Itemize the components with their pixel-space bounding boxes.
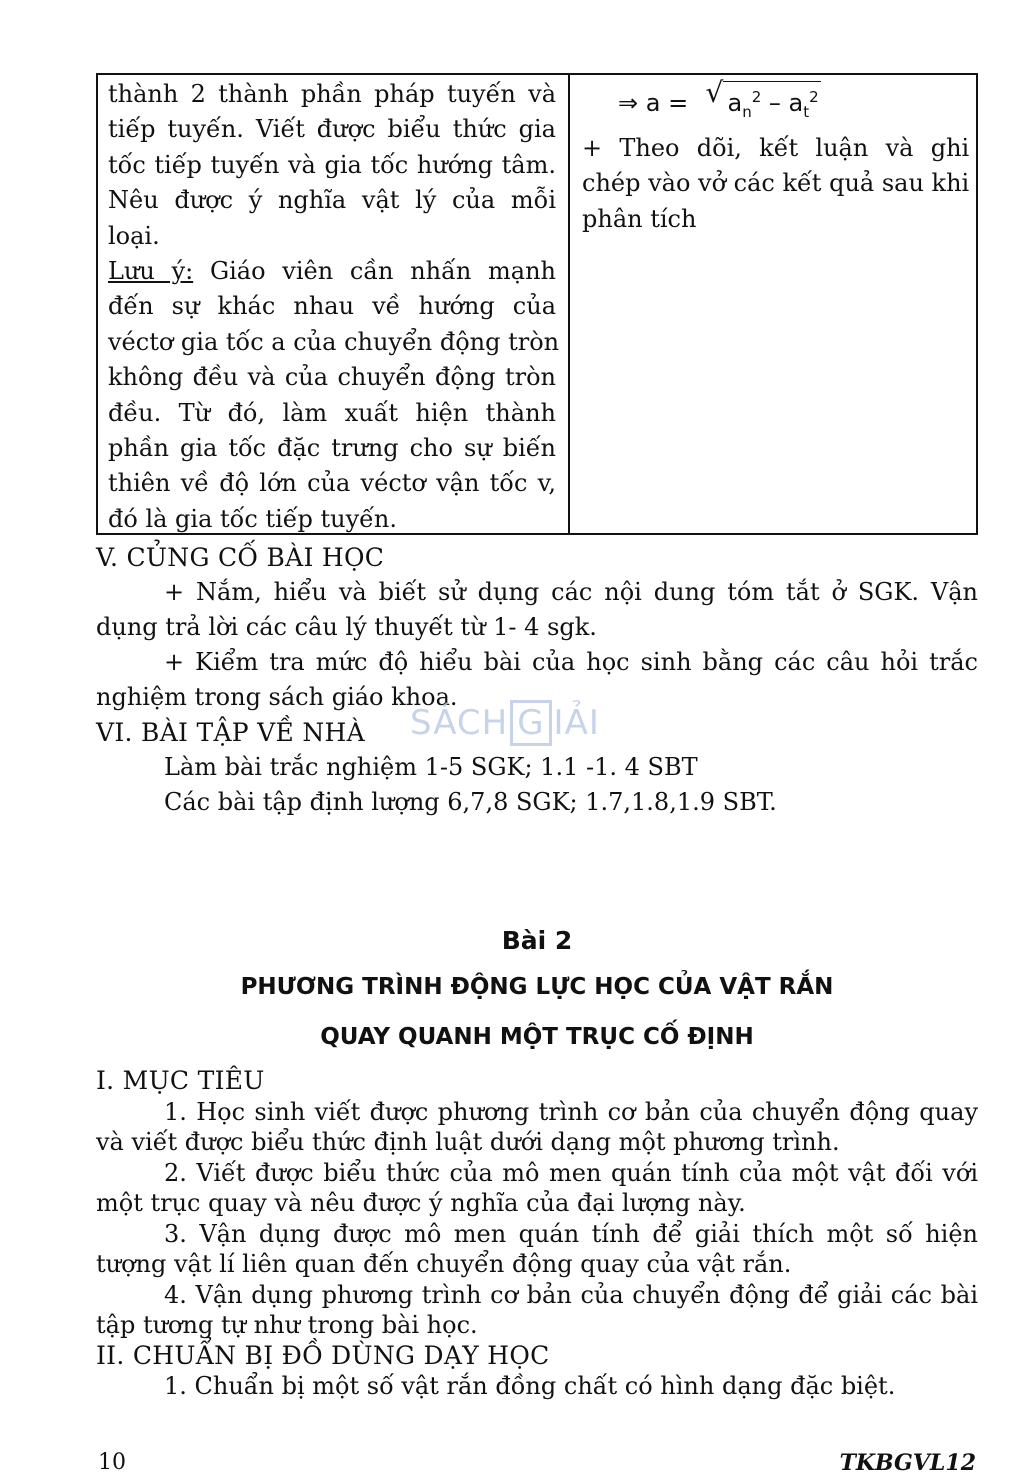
text-line: đến sự khác nhau về hướng của [108,292,556,321]
text-line: + Theo dõi, kết luận và ghi [582,134,970,162]
text-line: đó là gia tốc tiếp tuyến. [108,504,398,533]
objective-item: 2. Viết được biểu thức của mô men quán tính của một vật đối với một trục quay và nêu được ý nghĩa của đại lượng này. [96,1158,978,1217]
homework-line: Làm bài trắc nghiệm 1-5 SGK; 1.1 -1. 4 SBT [164,753,698,781]
preparation-item: 1. Chuẩn bị một số vật rắn đồng chất có hình dạng đặc biệt. [164,1372,896,1400]
formula-minus: – a [768,89,804,117]
text-line: tiếp tuyến. Viết được biểu thức gia [108,115,556,144]
formula-exp: 2 [809,88,819,106]
text-line: tốc tiếp tuyến và gia tốc hướng tâm. [108,150,556,179]
formula-prefix: ⇒ a = [618,89,689,117]
section-heading: V. CỦNG CỐ BÀI HỌC [96,543,385,572]
lesson-number: Bài 2 [501,926,573,955]
text-line: đều. Từ đó, làm xuất hiện thành [108,398,556,427]
student-activity-cell [570,75,979,533]
watermark-text: IẢI [553,703,600,743]
formula-var: a [727,89,743,117]
watermark-box: G [510,700,551,746]
text-line: chép vào vở các kết quả sau khi [582,169,970,198]
formula-sub: n [742,102,752,121]
formula-sub: t [803,102,810,121]
paragraph: + Nắm, hiểu và biết sử dụng các nội dung tóm tắt ở SGK. Vận dụng trả lời các câu lý thuyết từ 1- 4 sgk. [96,578,978,641]
watermark-logo [410,700,620,760]
formula-exp: 2 [751,88,762,106]
paragraph: + Kiểm tra mức độ hiểu bài của học sinh bằng các câu hỏi trắc nghiệm trong sách giáo khoa. [96,648,978,711]
sqrt-expression [723,81,820,127]
note-text: Giáo viên cần nhấn mạnh [193,257,556,286]
lesson-title-line2: QUAY QUANH MỘT TRỤC CỐ ĐỊNH [320,1024,754,1050]
lesson-title-line1: PHƯƠNG TRÌNH ĐỘNG LỰC HỌC CỦA VẬT RẮN [240,974,834,1000]
note-line [108,254,556,289]
homework-line: Các bài tập định lượng 6,7,8 SGK; 1.7,1.8,1.9 SBT. [164,788,777,816]
section-objectives [96,1066,978,1402]
watermark-text: SÁCH [410,703,509,743]
objective-item: 4. Vận dụng phương trình cơ bản của chuyển động để giải các bài tập tương tự như trong bài học. [96,1280,978,1339]
section-heading: VI. BÀI TẬP VỀ NHÀ [96,718,365,747]
text-line: phân tích [582,204,697,233]
text-line: phần gia tốc đặc trưng cho sự biến [108,434,556,463]
teacher-activity-cell [98,75,570,533]
section-heading: I. MỤC TIÊU [96,1066,265,1095]
activity-table [96,73,978,535]
page-number: 10 [98,1450,126,1475]
book-code: TKBGVL12 [839,1450,976,1476]
section-consolidation [96,540,978,820]
section-heading: II. CHUẨN BỊ ĐỒ DÙNG DẠY HỌC [96,1340,550,1370]
text-line: thiên về độ lớn của véctơ vận tốc v, [108,469,556,498]
text-line: loại. [108,221,160,250]
text-line: véctơ gia tốc a của chuyển động tròn [108,327,560,356]
text-line: không đều và của chuyển động tròn [108,363,556,392]
text-line: thành 2 thành phần pháp tuyến và [108,80,556,108]
objective-item: 3. Vận dụng được mô men quán tính để giải thích một số hiện tượng vật lí liên quan đến chuyển động quay của vật rắn. [96,1219,978,1278]
text-line: Nêu được ý nghĩa vật lý của mỗi [108,186,556,215]
objective-item: 1. Học sinh viết được phương trình cơ bản của chuyển động quay và viết được biểu thức định luật dưới dạng một phương trình. [96,1097,978,1156]
acceleration-formula [582,81,969,131]
note-label: Lưu ý: [108,257,194,286]
